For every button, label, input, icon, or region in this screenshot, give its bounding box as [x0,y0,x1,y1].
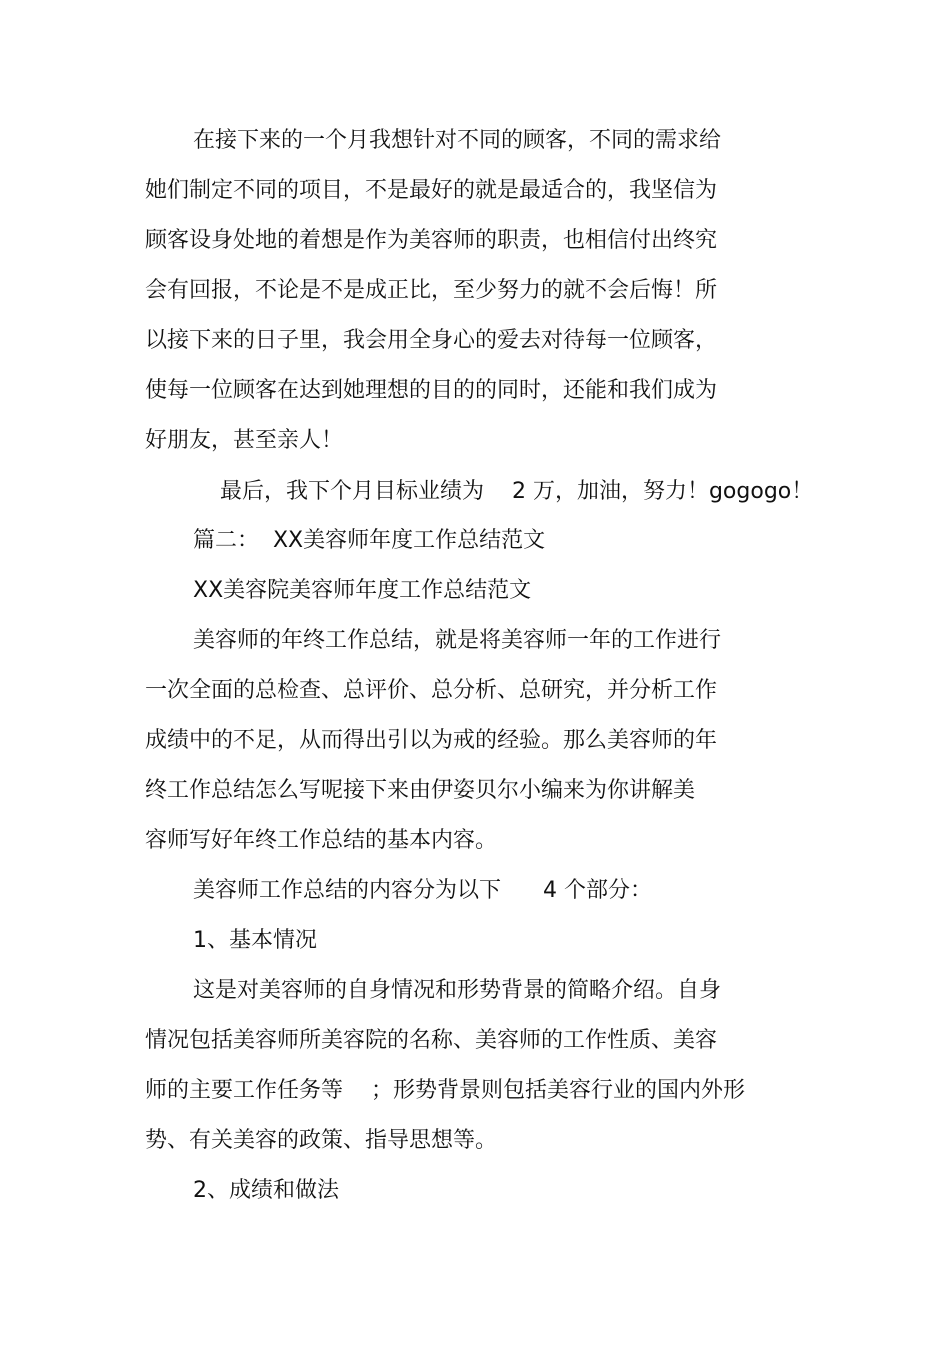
paragraph-line-14: 情况包括美容师所美容院的名称、美容师的工作性质、美容 [145,1028,718,1053]
list-heading-2: 2、成绩和做法 [193,1178,339,1203]
paragraph-line-9: 一次全面的总检查、总评价、总分析、总研究，并分析工作 [145,678,718,703]
paragraph-line-11: 终工作总结怎么写呢接下来由伊姿贝尔小编来为你讲解美 [145,778,696,803]
paragraph-line-10: 成绩中的不足，从而得出引以为戒的经验。那么美容师的年 [145,728,718,753]
paragraph-line-6: 使每一位顾客在达到她理想的目的的同时，还能和我们成为 [145,378,718,403]
paragraph-line-16: 势、有关美容的政策、指导思想等。 [145,1128,498,1153]
paragraph-line-8: 美容师的年终工作总结，就是将美容师一年的工作进行 [193,628,722,653]
paragraph-line-4: 会有回报，不论是不是成正比，至少努力的就不会后悔！所 [145,278,718,303]
parts-intro-line: 美容师工作总结的内容分为以下 4 个部分： [193,878,652,903]
paragraph-line-12: 容师写好年终工作总结的基本内容。 [145,828,498,853]
paragraph-line-13: 这是对美容师的自身情况和形势背景的简略介绍。自身 [193,978,722,1003]
paragraph-line-5: 以接下来的日子里，我会用全身心的爱去对待每一位顾客， [145,328,718,353]
paragraph-line-1: 在接下来的一个月我想针对不同的顾客，不同的需求给 [193,128,722,153]
paragraph-line-3: 顾客设身处地的着想是作为美容师的职责，也相信付出终究 [145,228,718,253]
paragraph-line-2: 她们制定不同的项目，不是最好的就是最适合的，我坚信为 [145,178,718,203]
list-heading-1: 1、基本情况 [193,928,317,953]
paragraph-line-7: 好朋友，甚至亲人！ [145,428,344,453]
section-heading: 篇二： XX美容师年度工作总结范文 [193,528,546,553]
document-title: XX美容院美容师年度工作总结范文 [193,578,532,603]
paragraph-line-15: 师的主要工作任务等 ；形势背景则包括美容行业的国内外形 [145,1078,745,1103]
target-line: 最后，我下个月目标业绩为 2 万，加油，努力！gogogo！ [220,479,814,504]
